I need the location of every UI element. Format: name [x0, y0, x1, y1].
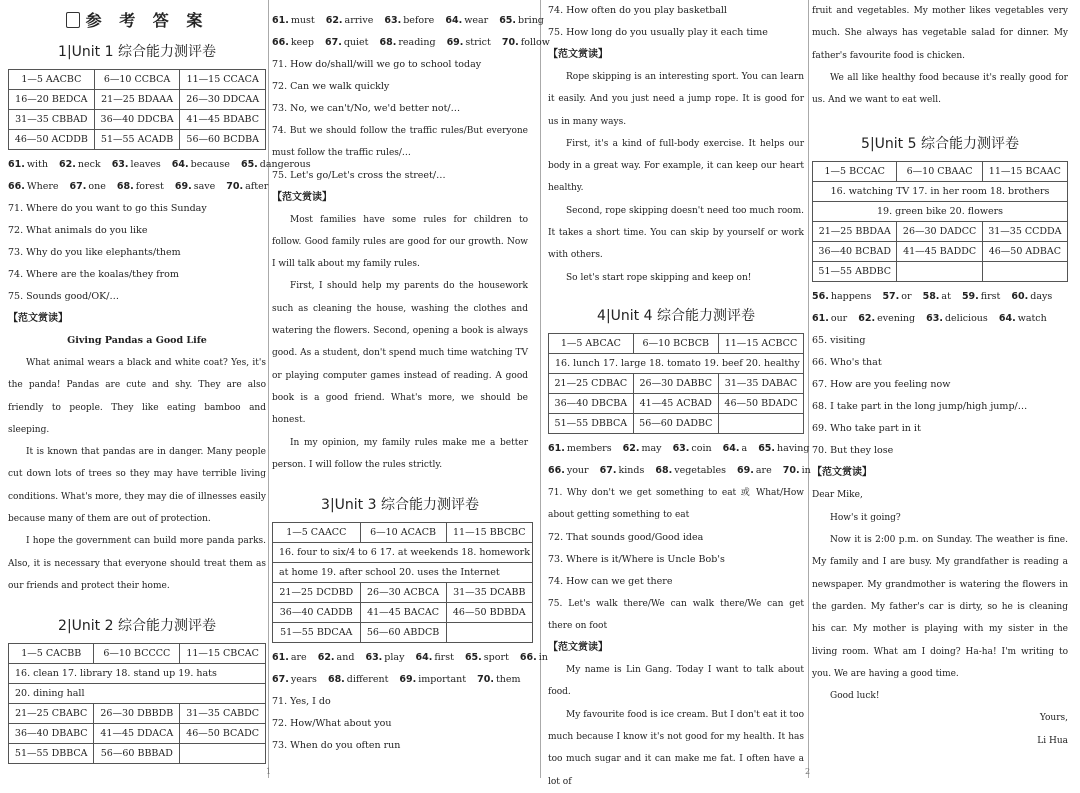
letter-close: Good luck!: [830, 691, 880, 702]
book-icon: [66, 12, 80, 28]
essay-label: 【范文赏读】: [272, 191, 332, 203]
essay-title: Giving Pandas a Good Life: [67, 335, 207, 346]
unit1-title: 1|Unit 1 综合能力测评卷: [58, 44, 216, 60]
essay-label: 【范文赏读】: [8, 313, 68, 324]
sentence-answer: 66. Who's that: [812, 357, 882, 369]
sentence-answer: 71. Why don't we get something to eat 或 What/How about getting something to eat: [548, 487, 804, 521]
sentence-answer: 73. When do you often run: [272, 740, 401, 752]
essay-label: 【范文赏读】: [548, 49, 608, 60]
sentence-answer: 73. No, we can't/No, we'd better not/…: [272, 103, 461, 114]
sentence-answer: 67. How are you feeling now: [812, 379, 951, 391]
essay-paragraph: So let's start rope skipping and keep on!: [566, 272, 752, 283]
sentence-answer: 75. Let's walk there/We can walk there/We can get there on foot: [548, 598, 804, 631]
essay-paragraph: fruit and vegetables. My mother likes vegetables very much. She always has vegetable salad for dinner. My father's favourite food is chicken.: [812, 6, 1068, 61]
letter-opening: How's it going?: [830, 512, 901, 523]
page-number: 2: [805, 767, 811, 776]
sentence-answer: 71. How do/shall/will we go to school today: [272, 59, 482, 70]
column-divider: [808, 0, 809, 778]
sentence-answer: 70. But they lose: [812, 445, 894, 457]
fill-answers: 56. happens 57. or 58. at 59. first 60. days: [812, 291, 1053, 303]
essay-paragraph: It is known that pandas are in danger. Many people cut down lots of trees so they may have terrible living conditions. What's more, they may die of illnesses easily because many of them are out of protection.: [8, 447, 266, 525]
unit4-answer-table: 1—5 ABCAC 6—10 BCBCB 11—15 ACBCC 16. lunch 17. large 18. tomato 19. beef 20. healthy 21—25 CDBAC 26—30 DABBC 31—35 DABAC 36—40 DBCBA 41—45 ACBAD 46—50 BDADC 51—55 DBBCA 56—60 DADBC: [548, 333, 804, 434]
answer-cell: 31—35 CBBAD: [9, 110, 95, 130]
letter-body: Now it is 2:00 p.m. on Sunday. The weather is fine. My family and I are busy. My grandfather is reading a newspaper. My grandmother is watering the flowers in the garden. My father's car is dirty, so he is cleaning his car. My mother is playing with my sister in the living room. What am I doing? Ha-ha! I'm writing to you. We are having a good time.: [812, 535, 1068, 679]
sentence-answer: 74. Where are the koalas/they from: [8, 269, 179, 280]
fill-answers: 66. keep 67. quiet 68. reading 69. strict 70. follow: [272, 37, 550, 48]
page-title: 参 考 答 案: [8, 8, 266, 31]
sentence-answer: 65. visiting: [812, 335, 866, 347]
essay-paragraph: I hope the government can build more panda parks. Also, it is necessary that everyone should treat them as our friends and protect their home.: [8, 536, 266, 591]
unit5-answer-table: 1—5 BCCAC 6—10 CBAAC 11—15 BCAAC 16. watching TV 17. in her room 18. brothers 19. green bike 20. flowers 21—25 BBDAA 26—30 DADCC 31—35 CCDDA 36—40 BCBAD 41—45 BADDC 46—50 ADBAC 51—55 ABDBC: [812, 161, 1068, 282]
sentence-answer: 75. How long do you usually play it each time: [548, 27, 768, 38]
unit4-title: 4|Unit 4 综合能力测评卷: [597, 307, 755, 324]
answer-cell: 6—10 CCBCA: [94, 70, 180, 90]
answer-cell: 16—20 BEDCA: [9, 90, 95, 110]
sentence-answer: 75. Let's go/Let's cross the street/…: [272, 169, 446, 181]
answer-cell: 46—50 ACDDB: [9, 130, 95, 150]
answer-cell: 56—60 BCDBA: [180, 130, 266, 150]
fill-answers: 66. your 67. kinds 68. vegetables 69. are 70. in: [548, 464, 811, 476]
unit3-title: 3|Unit 3 综合能力测评卷: [321, 497, 479, 514]
unit5-title: 5|Unit 5 综合能力测评卷: [861, 136, 1019, 153]
essay-paragraph: First, it's a kind of full-body exercise. It helps our body in a great way. For example, it can keep our heart healthy.: [548, 138, 804, 194]
essay-paragraph: My name is Lin Gang. Today I want to talk about food.: [548, 665, 804, 698]
column-3: [548, 0, 811, 787]
essay-paragraph: We all like healthy food because it's really good for us. And we want to eat well.: [812, 72, 1068, 106]
answer-cell: 21—25 BDAAA: [94, 90, 180, 110]
essay-paragraph: First, I should help my parents do the housework such as cleaning the house, washing the clothes and watering the flowers. Second, opening a book is always good. As a student, don't spend much time watching TV or playing computer games instead of reading. A good book is a good friend. What's more, we should be honest.: [272, 281, 528, 426]
essay-paragraph: What animal wears a black and white coat? Yes, it's the panda! Pandas are cute and shy. They are also friendly to people. They like eating bamboo and sleeping.: [8, 358, 266, 435]
fill-answers: 61. are 62. and 63. play 64. first 65. sport 66. in: [272, 652, 548, 664]
fill-answers: 61. members 62. may 63. coin 64. a 65. having: [548, 442, 810, 454]
sentence-answer: 72. Can we walk quickly: [272, 81, 390, 92]
fill-answers: 61. must 62. arrive 63. before 64. wear 65. bring: [272, 15, 544, 26]
fill-answers: 66. Where 67. one 68. forest 69. save 70. after: [8, 181, 269, 192]
sentence-answer: 74. How often do you play basketball: [548, 5, 727, 16]
answer-cell: 36—40 DDCBA: [94, 110, 180, 130]
unit3-answer-table: 1—5 CAACC 6—10 ACACB 11—15 BBCBC 16. four to six/4 to 6 17. at weekends 18. homework at home 19. after school 20. uses the Internet 21—25 DCDBD 26—30 ACBCA 31—35 DCABB 36—40 CADDB 41—45 BACAC 46—50 BDBDA 51—55 BDCAA 56—60 ABDCB: [272, 522, 533, 643]
letter-greeting: Dear Mike,: [812, 490, 863, 501]
sentence-answer: 71. Where do you want to go this Sunday: [8, 203, 207, 214]
column-4: [812, 0, 1068, 778]
sentence-answer: 72. How/What about you: [272, 718, 392, 730]
sentence-answer: 74. How can we get there: [548, 575, 673, 587]
sentence-answer: 74. But we should follow the traffic rules/But everyone must follow the traffic rules/…: [272, 126, 528, 159]
sentence-answer: 75. Sounds good/OK/…: [8, 291, 119, 302]
essay-label: 【范文赏读】: [548, 642, 608, 654]
sentence-answer: 73. Why do you like elephants/them: [8, 247, 181, 258]
sentence-answer: 69. Who take part in it: [812, 423, 921, 435]
essay-paragraph: Second, rope skipping doesn't need too much room. It takes a short time. You can skip by yourself or work with others.: [548, 205, 804, 261]
sentence-answer: 72. What animals do you like: [8, 225, 148, 236]
essay-paragraph: Most families have some rules for children to follow. Good family rules are good for our growth. Now I will talk about my family rules.: [272, 214, 528, 270]
letter-signature: Li Hua: [1037, 735, 1068, 746]
fill-answers: 61. with 62. neck 63. leaves 64. because 65. dangerous: [8, 159, 311, 170]
essay-paragraph: Rope skipping is an interesting sport. You can learn it easily. And you just need a jump rope. It is good for us in many ways.: [548, 72, 804, 127]
column-2: [272, 0, 550, 778]
unit2-title: 2|Unit 2 综合能力测评卷: [58, 618, 216, 635]
essay-label: 【范文赏读】: [812, 467, 872, 479]
essay-paragraph: My favourite food is ice cream. But I don't eat it too much because I know it's not good for my health. It has too much sugar and it can make me fat. I often have a lot of: [548, 709, 804, 787]
unit2-answer-table: 1—5 CACBB 6—10 BCCCC 11—15 CBCAC 16. clean 17. library 18. stand up 19. hats 20. dining hall 21—25 CBABC 26—30 DBBDB 31—35 CABDC 36—40 DBABC 41—45 DDACA 46—50 BCADC 51—55 DBBCA 56—60 BBBAD: [8, 643, 266, 764]
unit1-answer-table: [8, 69, 266, 150]
essay-paragraph: In my opinion, my family rules make me a better person. I will follow the rules strictly.: [272, 437, 528, 470]
column-divider: [266, 0, 272, 778]
answer-cell: 11—15 CCACA: [180, 70, 266, 90]
letter-sign: Yours,: [1039, 713, 1068, 724]
answer-cell: 1—5 AACBC: [9, 70, 95, 90]
page-number: 1: [266, 767, 272, 776]
answer-cell: 51—55 ACADB: [94, 130, 180, 150]
sentence-answer: 68. I take part in the long jump/high jump/…: [812, 401, 1028, 413]
sentence-answer: 72. That sounds good/Good idea: [548, 531, 704, 543]
fill-answers: 67. years 68. different 69. important 70. them: [272, 674, 521, 686]
sentence-answer: 73. Where is it/Where is Uncle Bob's: [548, 553, 725, 565]
answer-cell: 26—30 DDCAA: [180, 90, 266, 110]
sentence-answer: 71. Yes, I do: [272, 696, 331, 708]
fill-answers: 61. our 62. evening 63. delicious 64. watch: [812, 313, 1047, 325]
answer-cell: 41—45 BDABC: [180, 110, 266, 130]
